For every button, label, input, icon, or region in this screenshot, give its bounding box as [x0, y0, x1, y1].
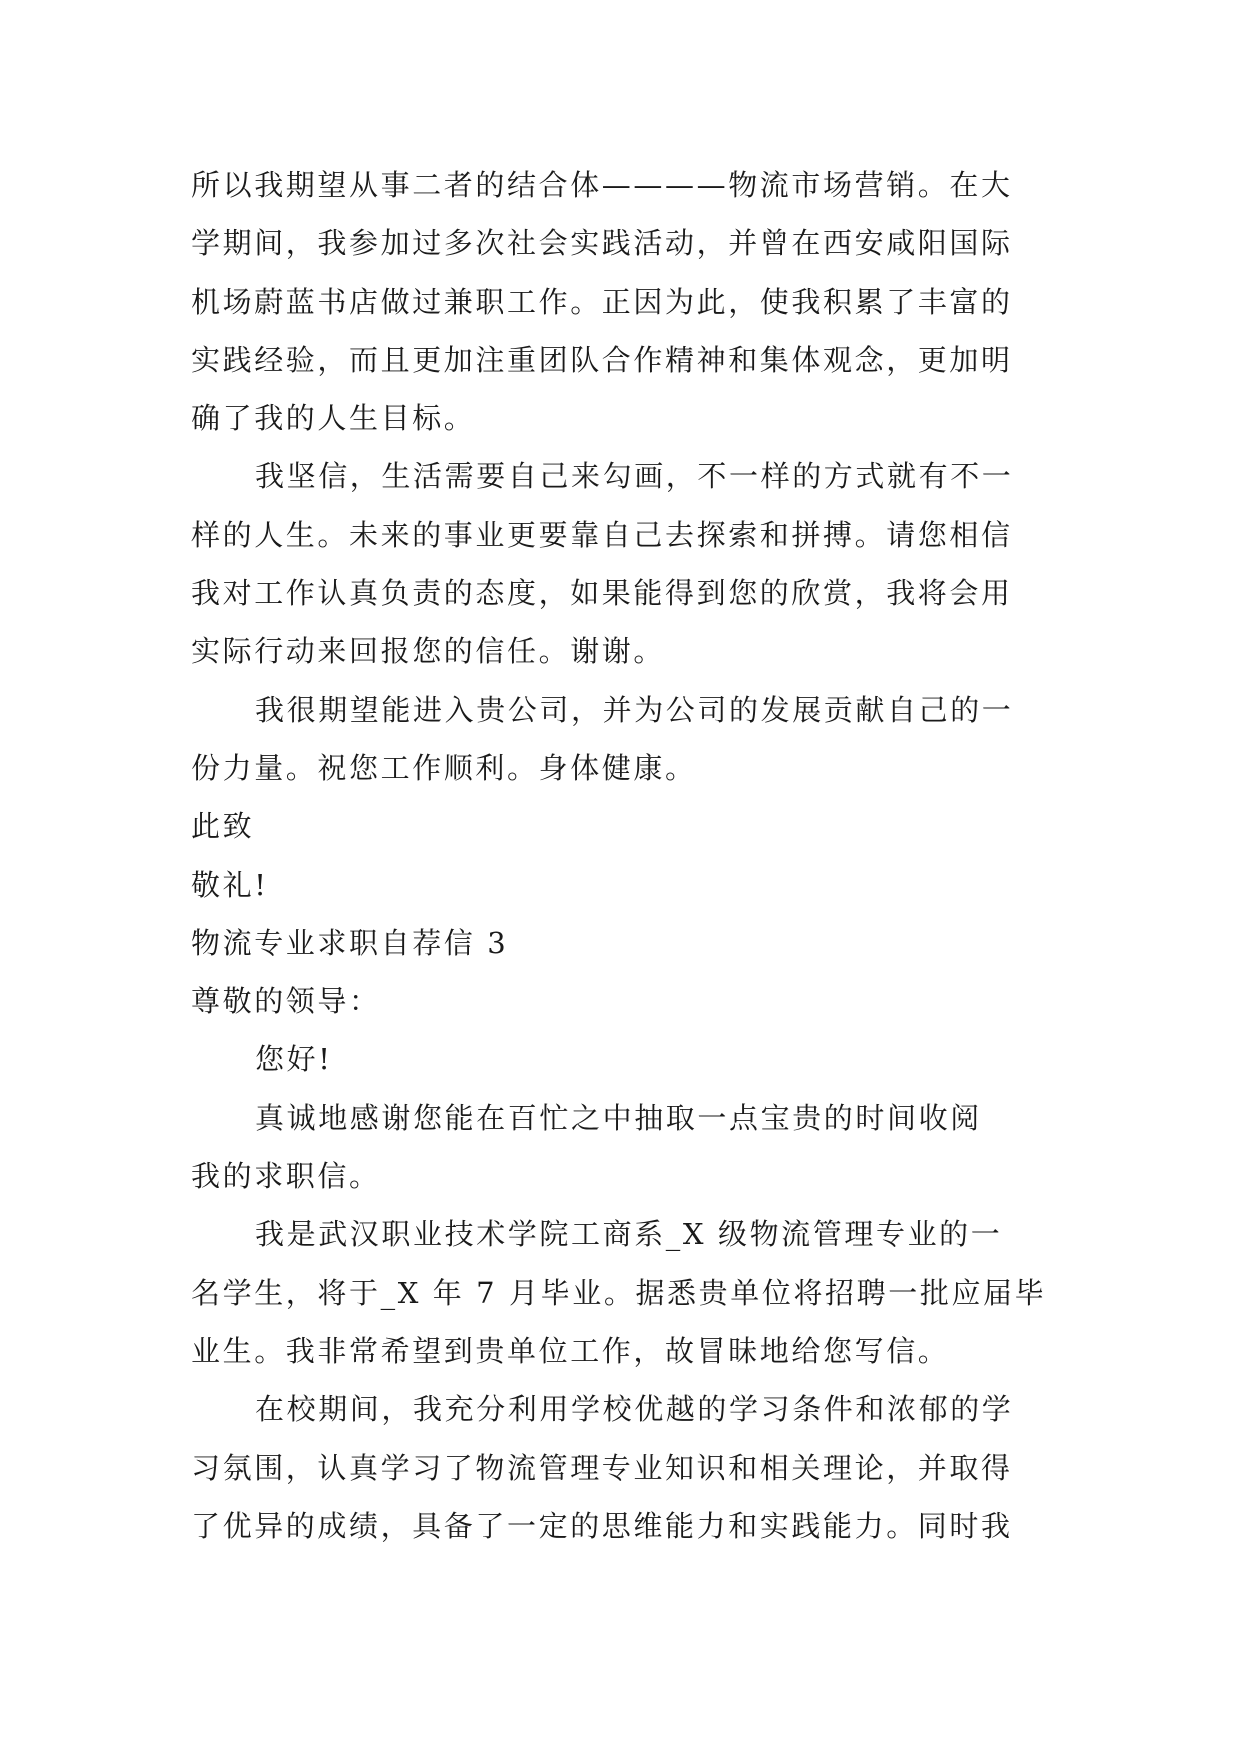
- text-line: 了优异的成绩，具备了一定的思维能力和实践能力。同时我: [191, 1508, 1013, 1543]
- text-line: 业生。我非常希望到贵单位工作，故冒昧地给您写信。: [191, 1333, 950, 1368]
- letter-body: [191, 156, 1051, 1555]
- paragraph-start-line: 真诚地感谢您能在百忙之中抽取一点宝贵的时间收阅: [255, 1100, 982, 1135]
- letter-title: 物流专业求职自荐信 3: [191, 925, 509, 960]
- text-line: 我对工作认真负责的态度，如果能得到您的欣赏，我将会用: [191, 576, 1013, 611]
- greeting-line: 您好!: [255, 1042, 333, 1077]
- text-line: 实际行动来回报您的信任。谢谢。: [191, 634, 666, 669]
- closing-phrase: 此致: [191, 809, 255, 844]
- text-line: 份力量。祝您工作顺利。身体健康。: [191, 750, 697, 785]
- paragraph-start-line: 我很期望能进入贵公司，并为公司的发展贡献自己的一: [255, 692, 1014, 727]
- text-line: 确了我的人生目标。: [191, 401, 476, 436]
- text-line: 学期间，我参加过多次社会实践活动，并曾在西安咸阳国际: [191, 226, 1013, 261]
- text-line: 所以我期望从事二者的结合体————物流市场营销。在大: [191, 168, 1013, 202]
- text-line: 习氛围，认真学习了物流管理专业知识和相关理论，并取得: [191, 1450, 1013, 1485]
- paragraph-start-line: 我是武汉职业技术学院工商系_X 级物流管理专业的一: [255, 1217, 1003, 1252]
- text-line: 我的求职信。: [191, 1159, 381, 1194]
- paragraph-start-line: 在校期间，我充分利用学校优越的学习条件和浓郁的学: [255, 1392, 1014, 1427]
- letter-salutation: 尊敬的领导：: [191, 984, 381, 1019]
- paragraph-start-line: 我坚信，生活需要自己来勾画，不一样的方式就有不一: [255, 459, 1014, 494]
- text-line: 机场蔚蓝书店做过兼职工作。正因为此，使我积累了丰富的: [191, 284, 1013, 319]
- text-line: 名学生，将于_X 年 7 月毕业。据悉贵单位将招聘一批应届毕: [191, 1275, 1047, 1310]
- closing-salutation: 敬礼!: [191, 867, 269, 902]
- text-line: 实践经验，而且更加注重团队合作精神和集体观念，更加明: [191, 342, 1013, 377]
- text-line: 样的人生。未来的事业更要靠自己去探索和拼搏。请您相信: [191, 517, 1013, 552]
